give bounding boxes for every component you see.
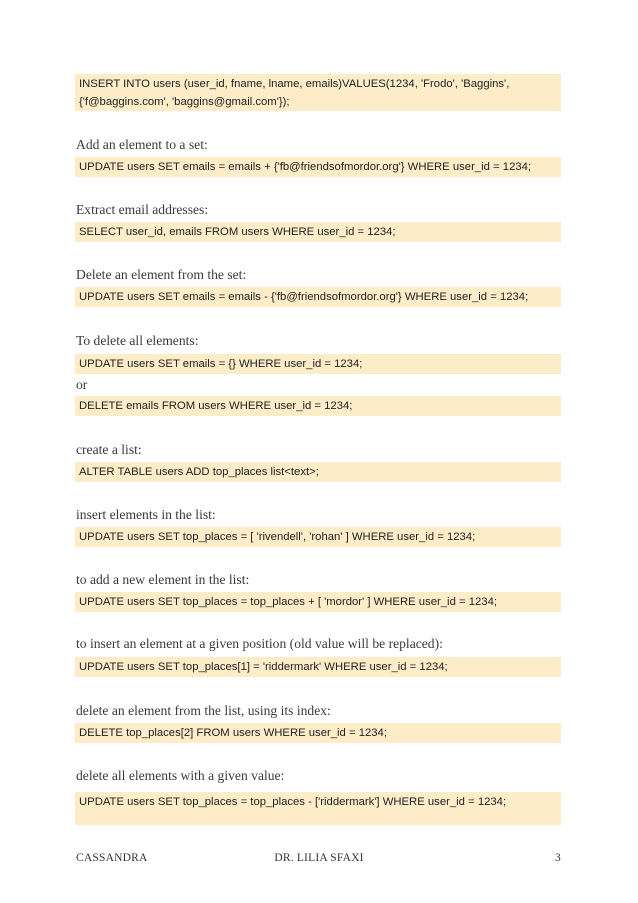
insert-list-text: insert elements in the list: <box>76 507 216 522</box>
extract-text: Extract email addresses: <box>76 202 209 217</box>
delete-all-code-block-2: DELETE emails FROM users WHERE user_id = 1234; <box>75 396 561 416</box>
or-text: or <box>76 377 88 392</box>
add-list-code-block: UPDATE users SET top_places = top_places + [ 'mordor' ] WHERE user_id = 1234; <box>75 592 561 612</box>
delete-value-text: delete all elements with a given value: <box>76 768 285 783</box>
add-set-text: Add an element to a set: <box>76 137 208 152</box>
create-list-text: create a list: <box>76 442 142 457</box>
create-list-code-block: ALTER TABLE users ADD top_places list<text>; <box>75 462 561 482</box>
insert-position-text: to insert an element at a given position (old value will be replaced): <box>76 636 443 651</box>
extract-code-block: SELECT user_id, emails FROM users WHERE user_id = 1234; <box>75 222 561 242</box>
insert-list-code-block: UPDATE users SET top_places = [ 'rivendell', 'rohan' ] WHERE user_id = 1234; <box>75 527 561 547</box>
insert-position-code-block: UPDATE users SET top_places[1] = 'riddermark' WHERE user_id = 1234; <box>75 657 561 677</box>
delete-element-text: Delete an element from the set: <box>76 267 247 282</box>
delete-element-code-block: UPDATE users SET emails = emails - {'fb@friendsofmordor.org'} WHERE user_id = 1234; <box>75 287 561 307</box>
footer-author: DR. LILIA SFAXI <box>274 852 364 864</box>
insert-code-block: INSERT INTO users (user_id, fname, lname, emails)VALUES(1234, 'Frodo', 'Baggins', {'f@baggins.com', 'baggins@gmail.com'}); <box>75 74 561 111</box>
delete-value-code-block: UPDATE users SET top_places = top_places - ['riddermark'] WHERE user_id = 1234; <box>75 792 561 825</box>
add-set-code-block: UPDATE users SET emails = emails + {'fb@friendsofmordor.org'} WHERE user_id = 1234; <box>75 157 561 177</box>
delete-all-text: To delete all elements: <box>76 333 199 348</box>
delete-index-text: delete an element from the list, using its index: <box>76 703 331 718</box>
add-list-text: to add a new element in the list: <box>76 572 250 587</box>
footer-left-title: CASSANDRA <box>76 852 148 864</box>
delete-index-code-block: DELETE top_places[2] FROM users WHERE user_id = 1234; <box>75 723 561 743</box>
page-number: 3 <box>555 852 561 864</box>
delete-all-code-block-1: UPDATE users SET emails = {} WHERE user_id = 1234; <box>75 354 561 374</box>
